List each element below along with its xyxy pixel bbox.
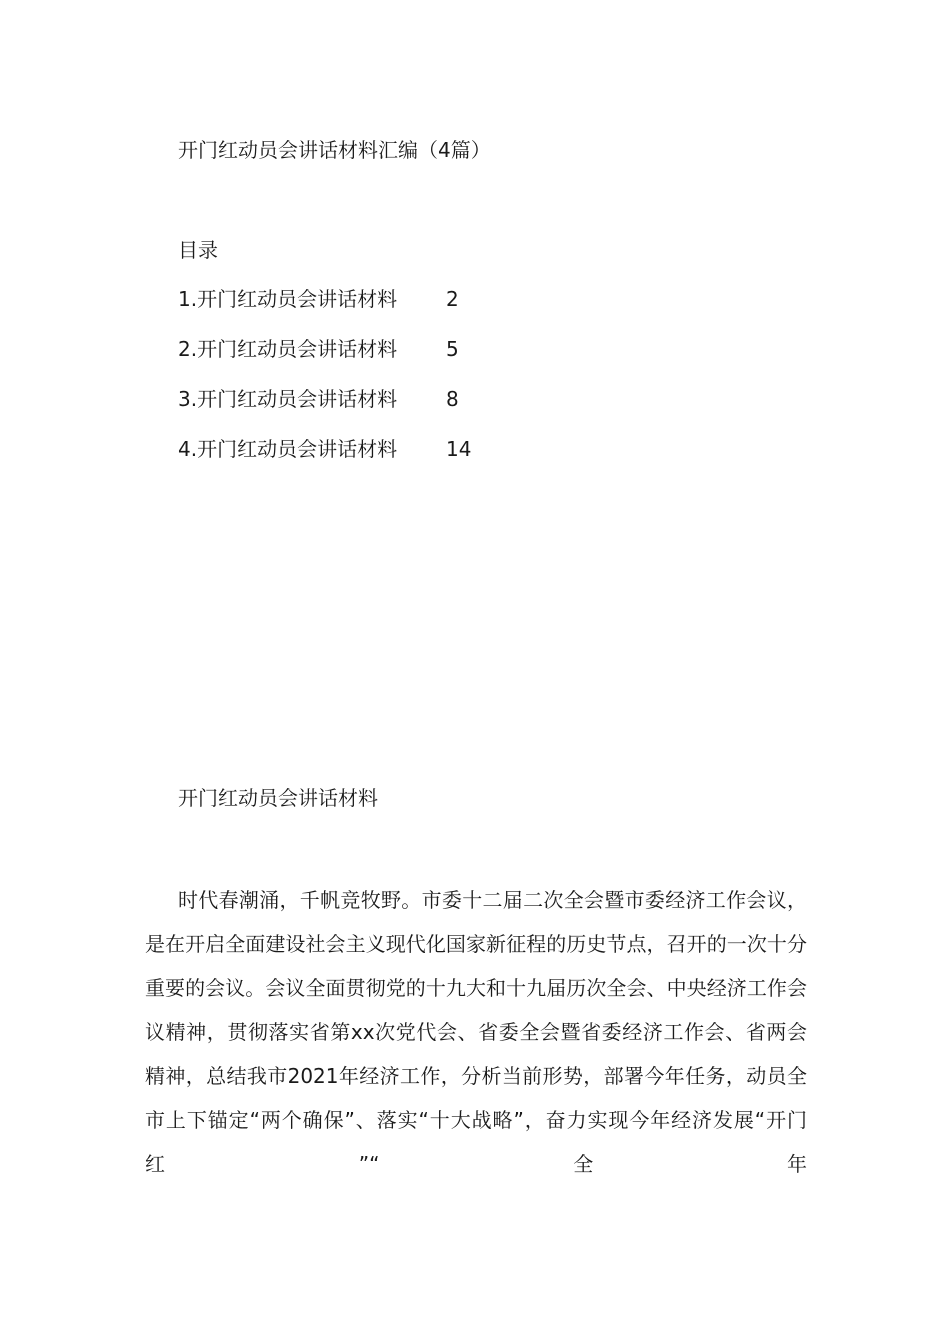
toc-item-page: 14 — [446, 437, 472, 461]
toc-item-label: 4.开门红动员会讲话材料 — [178, 437, 398, 461]
toc-item[interactable] — [178, 435, 472, 485]
body-paragraph: 时代春潮涌，千帆竞牧野。市委十二届二次全会暨市委经济工作会议，是在开启全面建设社会主义现代化国家新征程的历史节点，召开的一次十分重要的会议。会议全面贯彻党的十九大和十九届历次全会、中央经济工作会议精神，贯彻落实省第xx次党代会、省委全会暨省委经济工作会、省两会精神，总结我市2021年经济工作，分析当前形势，部署今年任务，动员全市上下锚定“两个确保”、落实“十大战略”，奋力实现今年经济发展“开门红”“全年 — [145, 888, 807, 1176]
toc-item[interactable] — [178, 335, 459, 385]
toc-heading: 目录 — [178, 238, 218, 262]
toc-item-label: 1.开门红动员会讲话材料 — [178, 287, 398, 311]
toc-item[interactable] — [178, 285, 459, 335]
toc-item-label: 3.开门红动员会讲话材料 — [178, 387, 398, 411]
document-title: 开门红动员会讲话材料汇编（4篇） — [178, 138, 491, 162]
toc-item[interactable] — [178, 385, 459, 435]
toc-item-page: 2 — [446, 287, 459, 311]
toc-item-page: 5 — [446, 337, 459, 361]
section-title: 开门红动员会讲话材料 — [178, 786, 378, 810]
toc-item-page: 8 — [446, 387, 459, 411]
toc-item-label: 2.开门红动员会讲话材料 — [178, 337, 398, 361]
table-of-contents — [178, 285, 472, 485]
